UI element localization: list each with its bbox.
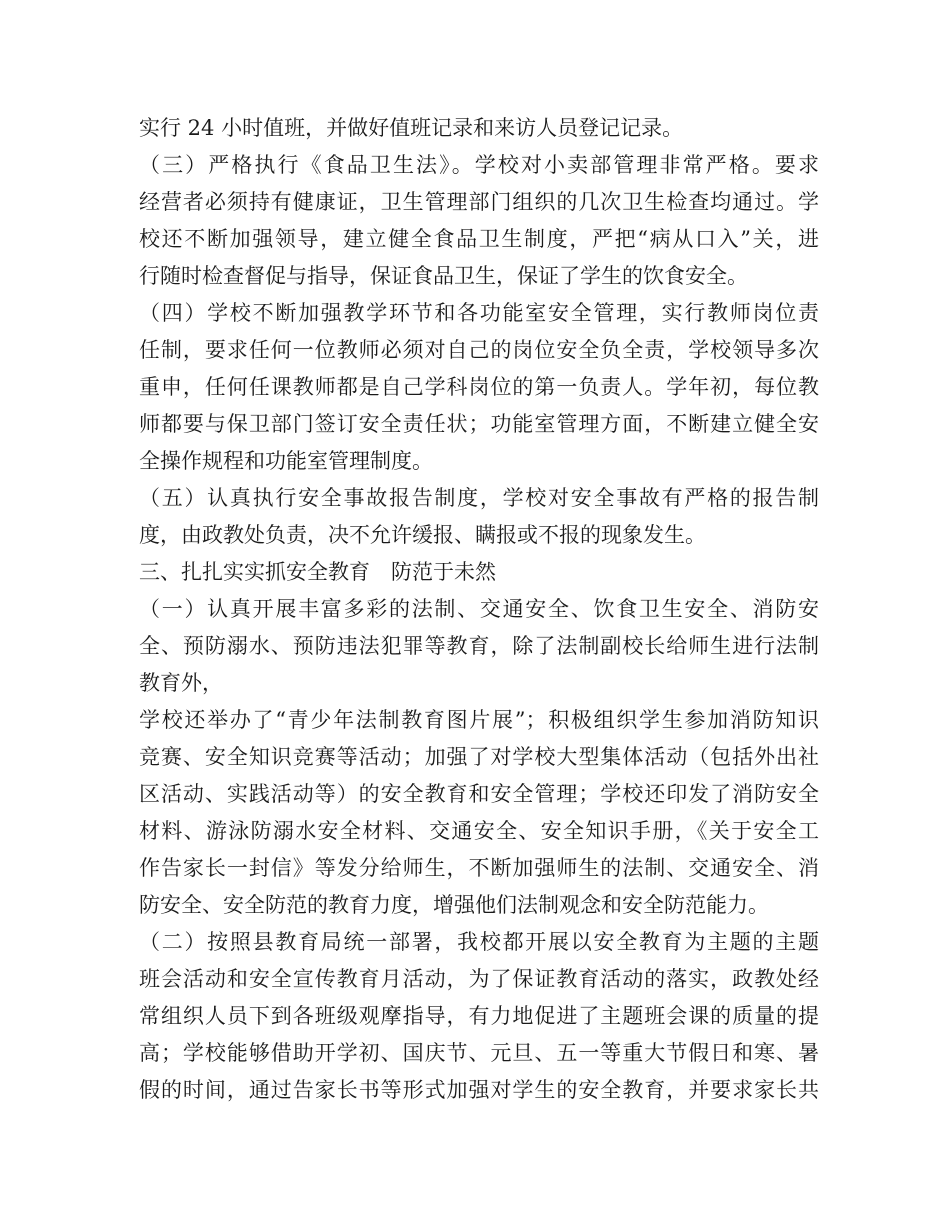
- text-line: 师都要与保卫部门签订安全责任状；功能室管理方面，不断建立健全安: [139, 412, 819, 436]
- text-line: 假的时间，通过告家长书等形式加强对学生的安全教育，并要求家长共: [139, 1078, 819, 1102]
- text-line: 全操作规程和功能室管理制度。: [139, 449, 433, 473]
- text-line: 重申，任何任课教师都是自己学科岗位的第一负责人。学年初，每位教: [139, 375, 819, 399]
- text-line: 高；学校能够借助开学初、国庆节、元旦、五一等重大节假日和寒、暑: [139, 1041, 819, 1065]
- section-heading: 三、扎扎实实抓安全教育 防范于未然: [139, 560, 496, 584]
- text-line: 作告家长一封信》等发分给师生，不断加强师生的法制、交通安全、消: [139, 856, 819, 880]
- text-line: （四）学校不断加强教学环节和各功能室安全管理，实行教师岗位责: [139, 301, 819, 325]
- text-line: （五）认真执行安全事故报告制度，学校对安全事故有严格的报告制: [139, 486, 819, 510]
- text-line: （一）认真开展丰富多彩的法制、交通安全、饮食卫生安全、消防安: [139, 597, 819, 621]
- text-line: 校还不断加强领导，建立健全食品卫生制度，严把“病从口入”关，进: [139, 227, 819, 251]
- text-line: 行随时检查督促与指导，保证食品卫生，保证了学生的饮食安全。: [139, 264, 748, 288]
- text-line: 常组织人员下到各班级观摩指导，有力地促进了主题班会课的质量的提: [139, 1004, 819, 1028]
- document-body: [139, 110, 819, 1109]
- text-line: 班会活动和安全宣传教育月活动，为了保证教育活动的落实，政教处经: [139, 967, 819, 991]
- text-line: （三）严格执行《食品卫生法》。学校对小卖部管理非常严格。要求: [139, 153, 819, 177]
- text-line: 任制，要求任何一位教师必须对自己的岗位安全负全责，学校领导多次: [139, 338, 819, 362]
- text-line: 全、预防溺水、预防违法犯罪等教育，除了法制副校长给师生进行法制: [139, 634, 819, 658]
- text-line: 经营者必须持有健康证，卫生管理部门组织的几次卫生检查均通过。学: [139, 190, 819, 214]
- text-line: 度，由政教处负责，决不允许缓报、瞒报或不报的现象发生。: [139, 523, 706, 547]
- text-line: 竞赛、安全知识竞赛等活动；加强了对学校大型集体活动（包括外出社: [139, 745, 819, 769]
- text-line: 防安全、安全防范的教育力度，增强他们法制观念和安全防范能力。: [139, 893, 769, 917]
- text-line: 学校还举办了“青少年法制教育图片展”；积极组织学生参加消防知识: [139, 708, 819, 732]
- text-line: 实行 24 小时值班，并做好值班记录和来访人员登记记录。: [139, 116, 684, 140]
- text-line: 材料、游泳防溺水安全材料、交通安全、安全知识手册，《关于安全工: [139, 819, 819, 843]
- text-line: 区活动、实践活动等）的安全教育和安全管理；学校还印发了消防安全: [139, 782, 819, 806]
- text-line: （二）按照县教育局统一部署，我校都开展以安全教育为主题的主题: [139, 930, 819, 954]
- text-line: 教育外，: [139, 671, 223, 695]
